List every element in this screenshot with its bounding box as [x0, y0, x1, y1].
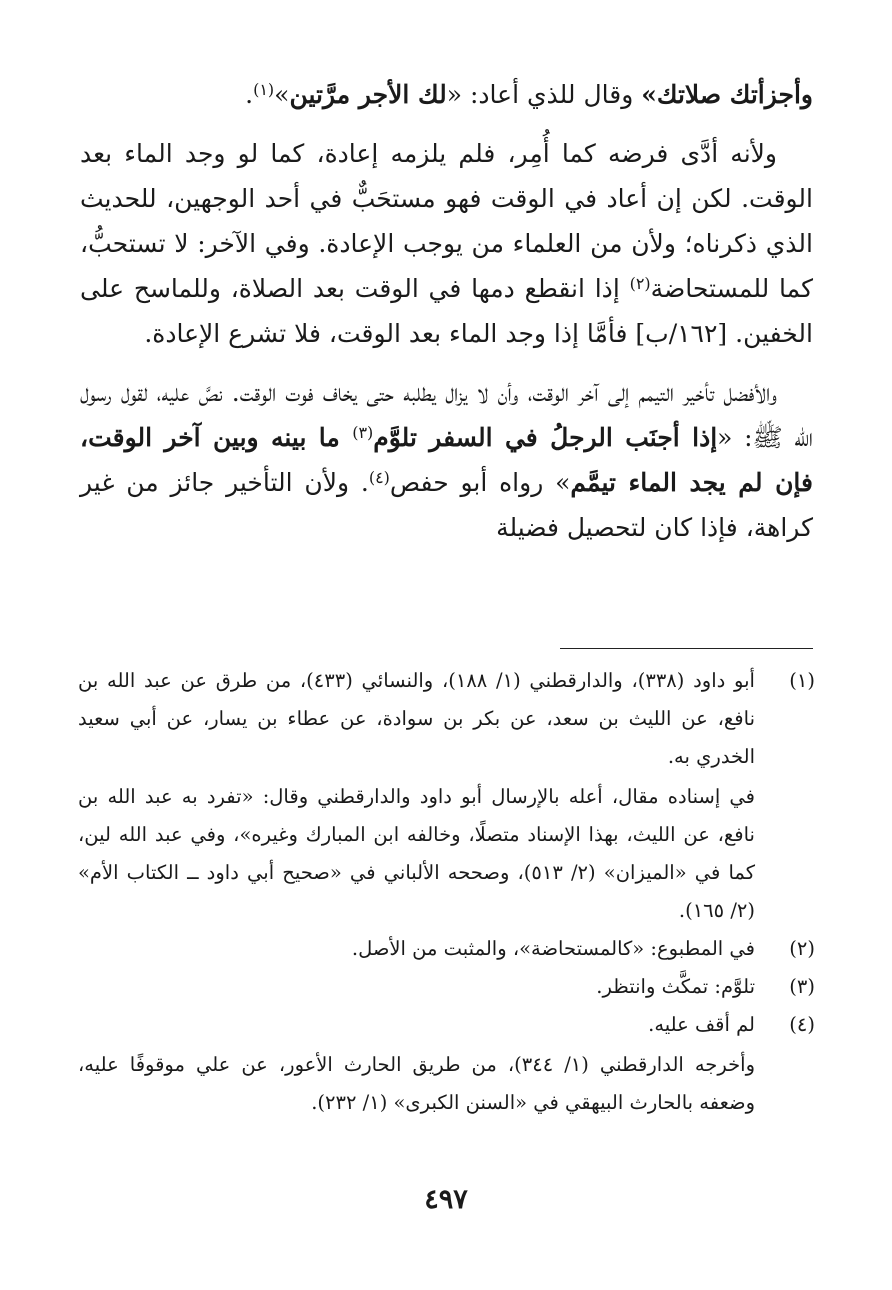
text-segment: وقال للذي أعاد: «: [446, 80, 642, 109]
hadith-quote: ما بينه وبين آخر الوقت، فإن لم يجد الماء تيمَّم: [80, 423, 813, 497]
text-segment: »: [274, 80, 290, 109]
paragraph-1: [80, 72, 813, 117]
paragraph-2: [80, 131, 813, 356]
footnote-ref-3[interactable]: (٣): [352, 423, 374, 442]
footnote-text: أبو داود (٣٣٨)، والدارقطني (١/ ١٨٨)، والنسائي (٤٣٣)، من طرق عن عبد الله بن نافع، عن الليث بن سعد، عن بكر بن سوادة، عن عطاء بن يسار، عن أبي سعيد الخدري به.: [78, 669, 755, 768]
text-segment: » رواه أبو حفص: [389, 468, 571, 497]
footnote-ref-1[interactable]: (١): [253, 80, 275, 99]
text-segment: .: [245, 80, 254, 109]
paragraph-3: [80, 370, 813, 550]
footnote-2: [78, 930, 815, 968]
footnote-text: في المطبوع: «كالمستحاضة»، والمثبت من الأصل.: [351, 937, 755, 960]
text-segment: ولأنه أدَّى فرضه كما أُمِر، فلم يلزمه إعادة، كما لو وجد الماء بعد الوقت. لكن إن أعاد في الوقت فهو مستحَبٌّ في أحد الوجهين، للحديث الذي ذكرناه؛ ولأن من العلماء من يوجب الإعادة. وفي الآخر: لا تستحبُّ، كما للمستحاضة: [80, 139, 813, 303]
footnote-number: (١): [789, 669, 815, 692]
footnote-number: (٤): [789, 1013, 815, 1036]
footnote-text: لم أقف عليه.: [648, 1013, 755, 1036]
page-number: ٤٩٧: [424, 1184, 468, 1215]
text-segment: والأفضل تأخير التيمم إلى آخر الوقت، وأن لا يزال يطلبه حتى يخاف فوت الوقت. نصَّ عليه، لقول رسول الله ﷺ: «: [80, 378, 813, 452]
text-segment: . ولأن التأخير جائز من غير كراهة، فإذا كان لتحصيل فضيلة: [80, 468, 813, 542]
hadith-quote: إذا أجنَب الرجلُ في السفر تلوَّم: [373, 423, 718, 452]
hadith-quote: لك الأجر مرَّتين: [289, 80, 447, 109]
footnotes: [78, 662, 815, 1122]
text-segment: وأجزأتك صلاتك»: [641, 80, 813, 109]
main-text: [80, 72, 813, 564]
footnote-1: [78, 662, 815, 930]
footnote-3: [78, 968, 815, 1006]
footnote-ref-2[interactable]: (٢): [629, 274, 651, 293]
footnote-number: (٣): [789, 975, 815, 998]
footnote-text: تلوَّم: تمكَّث وانتظر.: [596, 975, 755, 998]
text-segment: إذا انقطع دمها في الوقت بعد الصلاة، وللماسح على الخفين. [١٦٢/ب] فأمَّا إذا وجد الماء بعد الوقت، فلا تشرع الإعادة.: [80, 274, 813, 348]
footnote-number: (٢): [789, 937, 815, 960]
footnote-continuation: في إسناده مقال، أعله بالإرسال أبو داود والدارقطني وقال: «تفرد به عبد الله بن نافع، عن الليث، بهذا الإسناد متصلًا، وخالفه ابن المبارك وغيره»، وفي عبد الله لين، كما في «الميزان» (٢/ ٥١٣)، وصححه الألباني في «صحيح أبي داود ــ الكتاب الأم» (٢/ ١٦٥).: [78, 785, 755, 922]
footnote-continuation: وأخرجه الدارقطني (١/ ٣٤٤)، من طريق الحارث الأعور، عن علي موقوفًا عليه، وضعفه بالحارث البيهقي في «السنن الكبرى» (١/ ٢٣٢).: [78, 1053, 755, 1114]
footnote-4: [78, 1006, 815, 1122]
footnote-separator: [560, 648, 813, 649]
footnote-ref-4[interactable]: (٤): [368, 468, 390, 487]
